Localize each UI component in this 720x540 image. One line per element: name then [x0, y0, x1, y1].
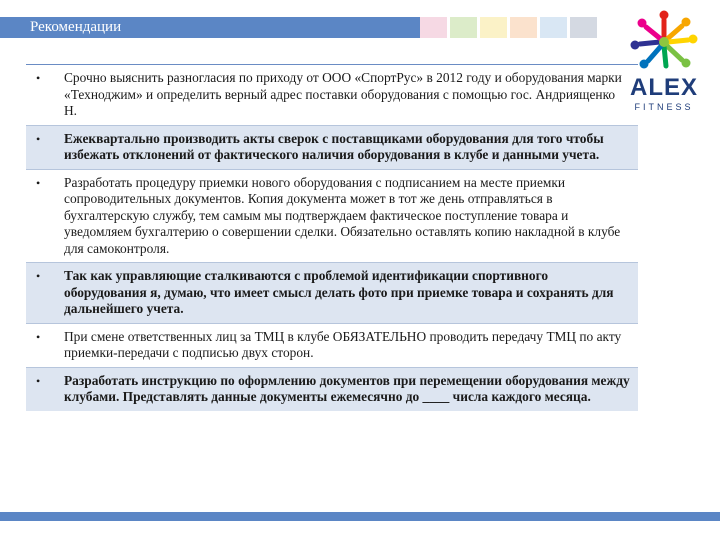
color-swatch: [450, 17, 477, 38]
footer-bar: [0, 512, 720, 521]
color-swatch: [570, 17, 597, 38]
item-text: Разработать процедуру приемки нового оборудования с подписанием на месте приемки сопроводительных документов. Копия документа может в тот же день отправляться в бухгалтерскую службу, тем самым мы подтверждаем фактическое поступление товара и уведомляем бухгалтерию о совершении сделки. Обязательно оставлять копию накладной в клубе для самоконтроля.: [64, 174, 621, 256]
color-swatch: [540, 17, 567, 38]
list-item: [26, 262, 638, 323]
bullet: •: [36, 329, 41, 344]
item-text: Разработать инструкцию по оформлению документов при перемещении оборудования между клубами. Представлять данные документы ежемесячно до ____ числа каждого месяца.: [64, 372, 630, 404]
bullet: •: [36, 71, 41, 85]
color-swatch: [480, 17, 507, 38]
list-item: [26, 323, 638, 367]
item-text: Так как управляющие сталкиваются с проблемой идентификации спортивного оборудования я, думаю, что имеет смысл делать фото при приемке товара и сохранять для дальнейшего учета.: [64, 268, 614, 316]
page-title: Рекомендации: [30, 19, 122, 35]
color-swatch: [510, 17, 537, 38]
list-item: [26, 64, 638, 125]
header-bar: [0, 17, 420, 38]
list-item: [26, 367, 638, 411]
color-swatch-strip: [420, 17, 600, 38]
bullet: •: [36, 131, 41, 146]
item-text: Срочно выяснить разногласия по приходу от ООО «СпортРус» в 2012 году и оборудования марки «Техноджим» и определить верный адрес поставки оборудования с помощью гос. Андриященко Н.: [64, 70, 622, 118]
item-text: Ежеквартально производить акты сверок с поставщиками оборудования для того чтобы избежать отклонений от фактического наличия оборудования в клубе и данными учета.: [64, 130, 604, 162]
bullet: •: [36, 269, 41, 283]
bullet: •: [36, 175, 41, 190]
item-text: При смене ответственных лиц за ТМЦ в клубе ОБЯЗАТЕЛЬНО проводить передачу ТМЦ по акту приемки-передачи с подписью двух сторон.: [64, 328, 622, 360]
list-item: [26, 125, 638, 169]
list-item: [26, 169, 638, 263]
recommendations-list: [26, 64, 638, 411]
logo-brand-text: ALEX: [629, 74, 698, 101]
bullet: •: [36, 373, 41, 388]
logo-sub-text: FITNESS: [634, 102, 694, 112]
color-swatch: [420, 17, 447, 38]
